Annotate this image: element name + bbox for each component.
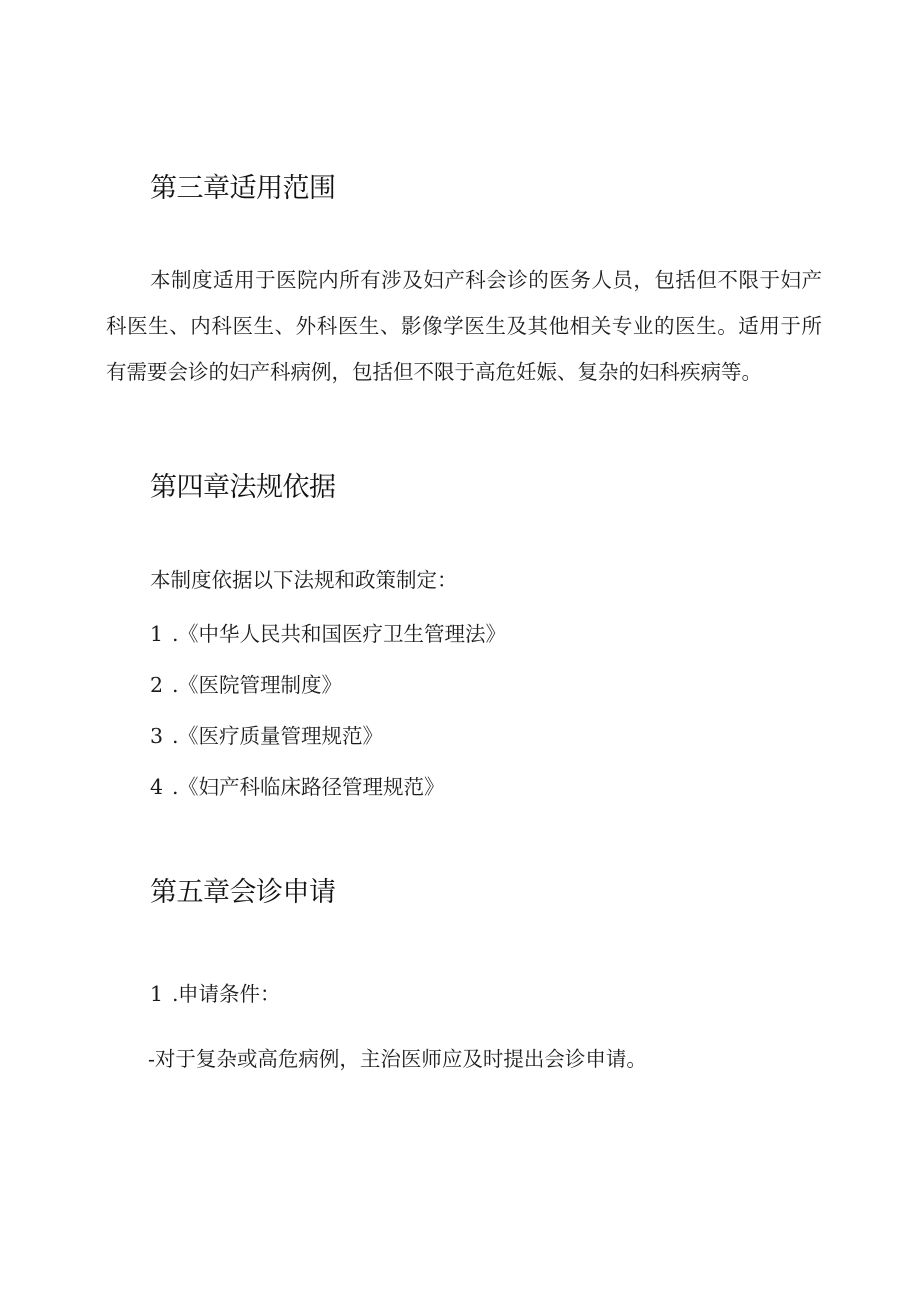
chapter-3-body: 本制度适用于医院内所有涉及妇产科会诊的医务人员，包括但不限于妇产科医生、内科医生、外科医生、影像学医生及其他相关专业的医生。适用于所有需要会诊的妇产科病例，包括但不限于高危妊娠、复杂的妇科疾病等。 xyxy=(106,268,822,384)
chapter-4-title: 第四章法规依据 xyxy=(150,472,336,503)
list-number: 1 xyxy=(150,982,164,1006)
list-number: 4 xyxy=(150,775,164,799)
list-text: 《妇产科临床路径管理规范》 xyxy=(178,775,445,799)
chapter-4-intro: 本制度依据以下法规和政策制定： xyxy=(150,568,458,592)
list-number: 3 xyxy=(150,724,164,748)
list-text: 申请条件： xyxy=(178,982,281,1006)
list-text: 《医疗质量管理规范》 xyxy=(178,724,383,748)
regulation-list-item: 2 .《医院管理制度》 xyxy=(150,673,342,697)
regulation-list-item: 1 .《中华人民共和国医疗卫生管理法》 xyxy=(150,622,506,646)
list-number: 1 xyxy=(150,622,164,646)
chapter-3-title: 第三章适用范围 xyxy=(150,173,336,204)
list-text: 《医院管理制度》 xyxy=(178,673,342,697)
regulation-list-item: 3 .《医疗质量管理规范》 xyxy=(150,724,383,748)
list-number: 2 xyxy=(150,673,164,697)
consultation-condition-item: 1 .申请条件： xyxy=(150,982,281,1006)
regulation-list-item: 4 .《妇产科临床路径管理规范》 xyxy=(150,775,445,799)
consultation-condition-detail: -对于复杂或高危病例，主治医师应及时提出会诊申请。 xyxy=(148,1047,647,1071)
chapter-5-title: 第五章会诊申请 xyxy=(150,877,336,908)
list-text: 《中华人民共和国医疗卫生管理法》 xyxy=(178,622,506,646)
